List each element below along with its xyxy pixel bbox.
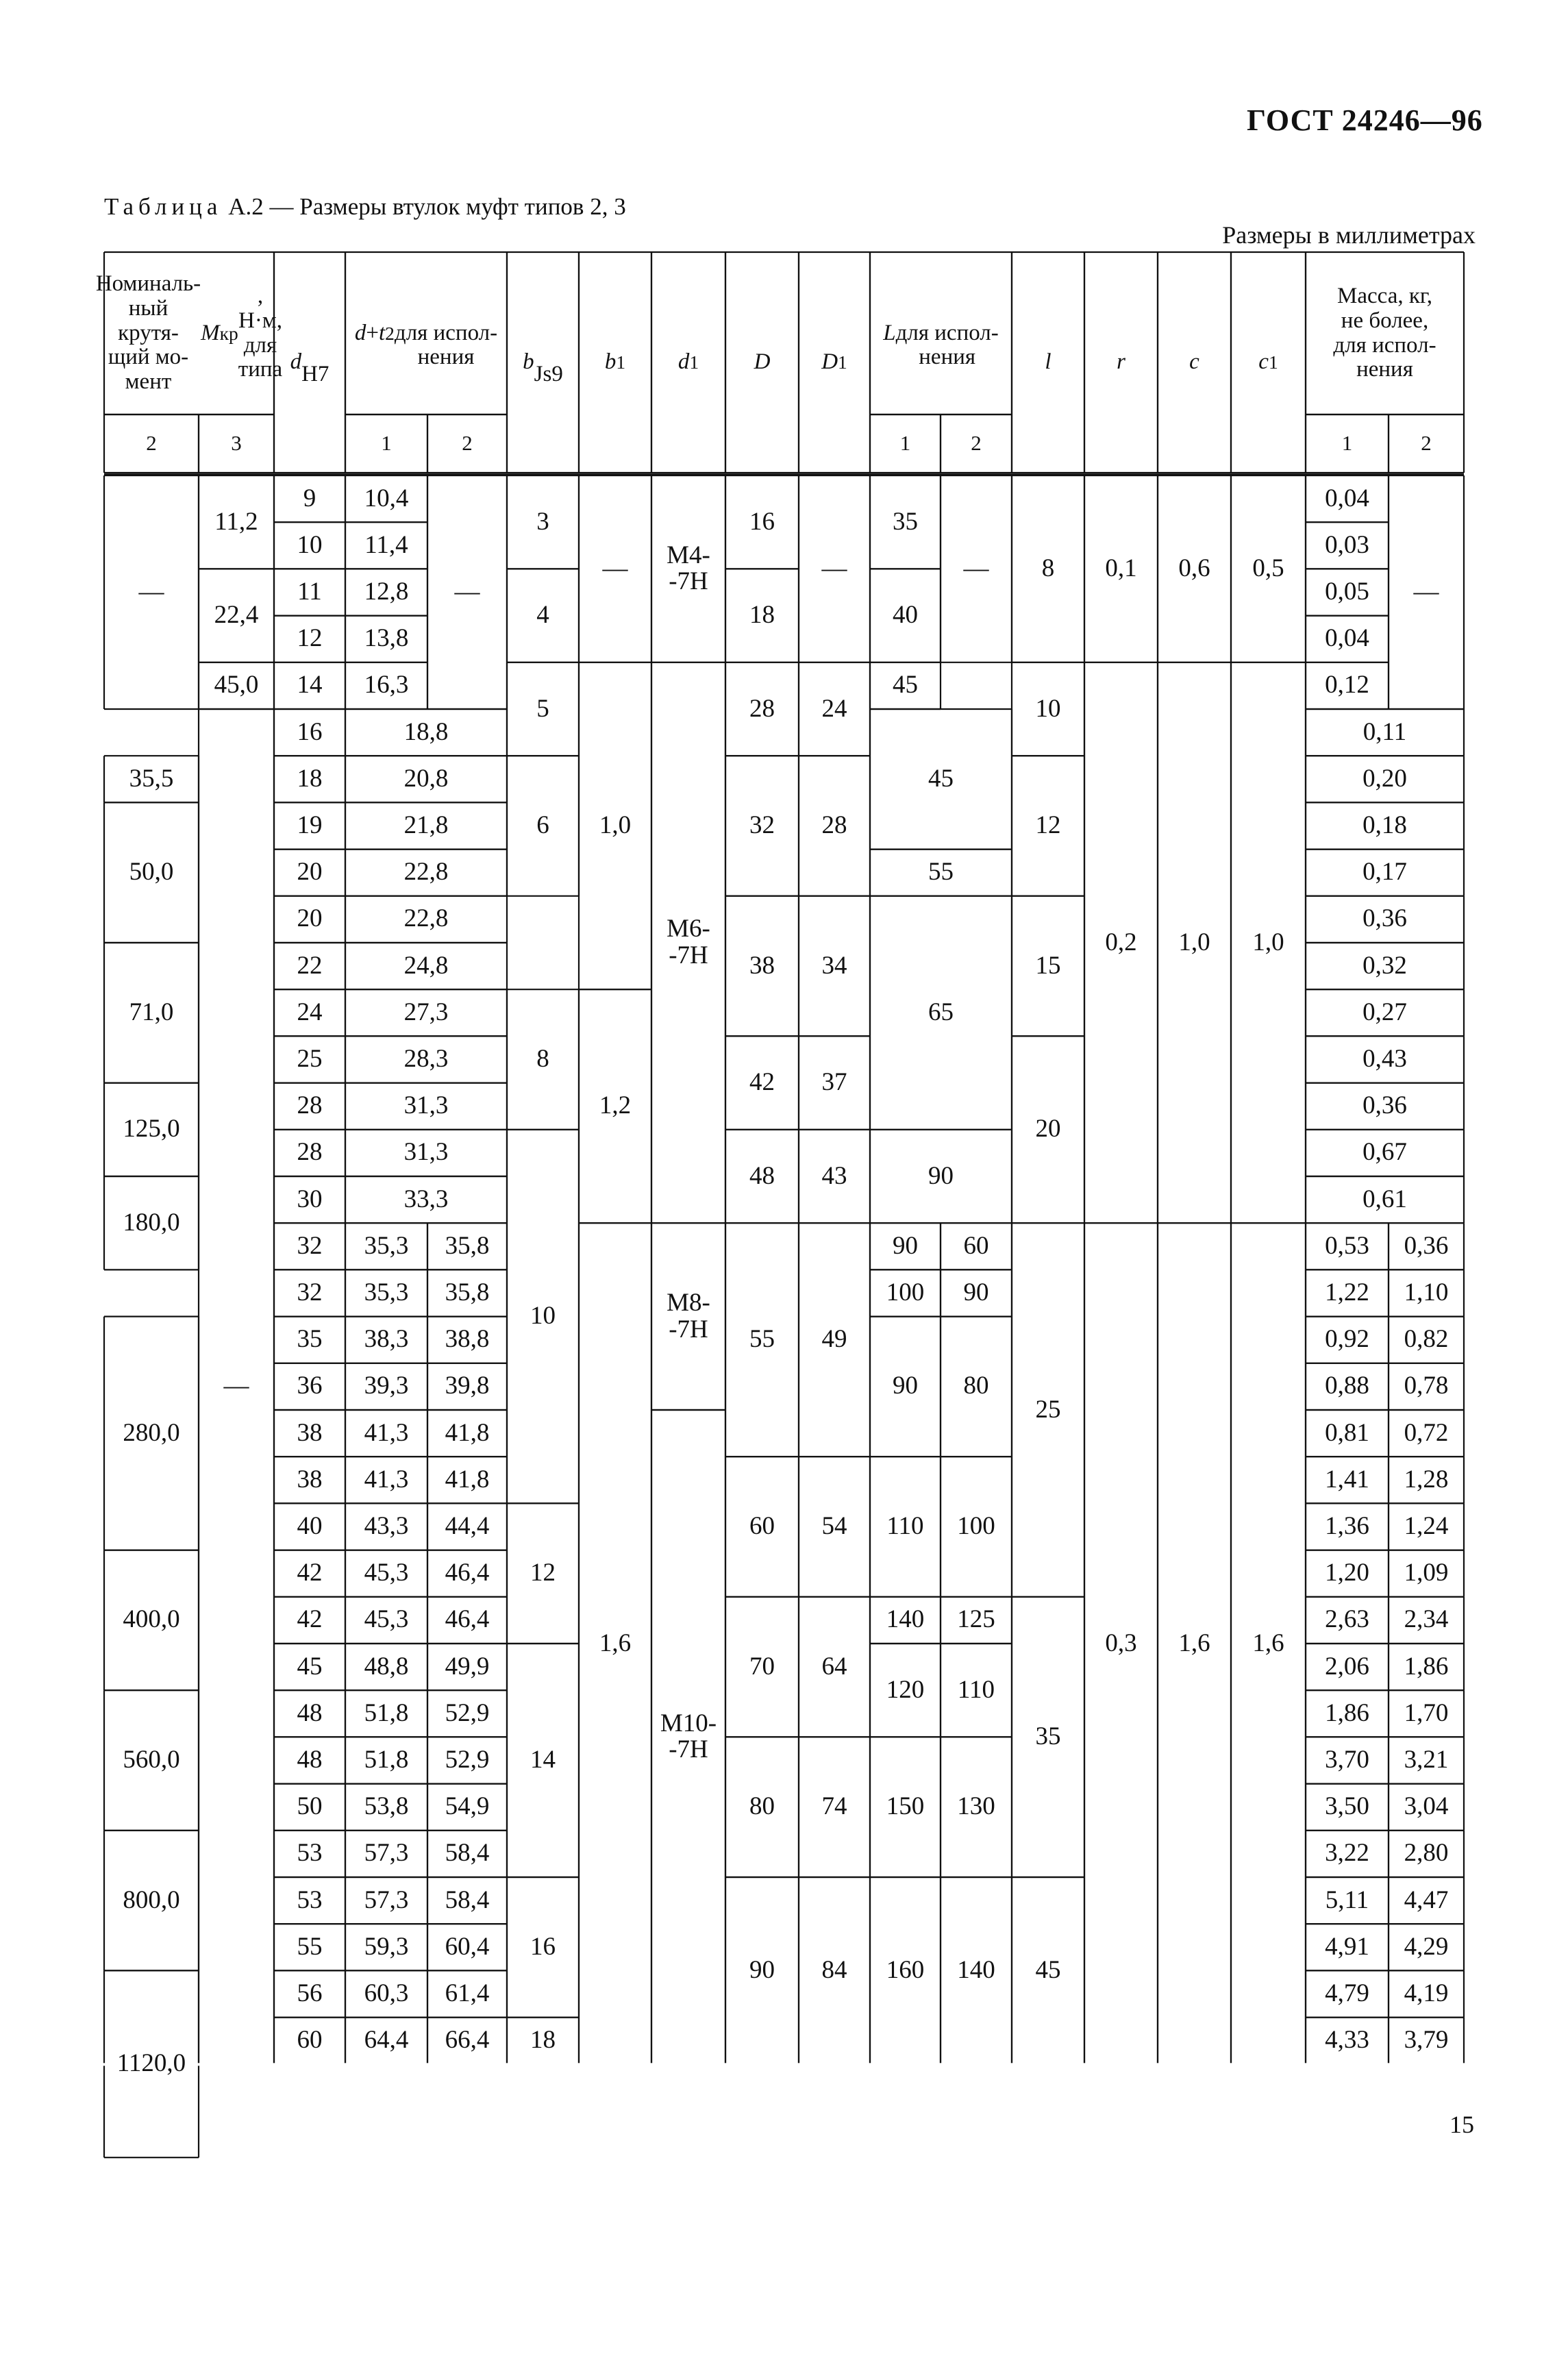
cell-d: 32 (297, 1278, 323, 1307)
cell-dt2: 46,4 (445, 1559, 490, 1587)
cell-mass: 0,27 (1362, 998, 1407, 1026)
cell-dt2: 41,8 (445, 1465, 490, 1494)
cell-d: 24 (297, 998, 323, 1026)
cell-dt2: 35,8 (445, 1231, 490, 1260)
cell-dt: 24,8 (403, 951, 449, 980)
header-b1: b 1 (604, 349, 626, 375)
units-note: Размеры в миллиметрах (1222, 221, 1476, 249)
cell-mass1: 2,06 (1325, 1652, 1369, 1681)
cell-mass: 0,11 (1362, 717, 1407, 746)
cell-dt2: 49,9 (445, 1652, 490, 1681)
cell-d: 22 (297, 951, 323, 980)
cell-d: 53 (297, 1839, 323, 1868)
cell-mass1: 4,33 (1325, 2026, 1369, 2055)
cell-d: 11 (297, 578, 322, 606)
cell-d: 55 (297, 1932, 323, 1961)
cell-d: 48 (297, 1698, 323, 1727)
cell-L: 55 (928, 858, 954, 887)
cell-l: 10 (1035, 694, 1061, 723)
cell-mass2: 3,21 (1404, 1746, 1449, 1774)
cell-dt1: 35,3 (364, 1231, 409, 1260)
cell-mass: 0,18 (1362, 811, 1407, 840)
cell-L1: 110 (886, 1512, 924, 1541)
torque-type2-value: 180,0 (123, 1208, 180, 1237)
cell-L1: 35 (893, 507, 918, 536)
cell-dt: 31,3 (403, 1138, 449, 1167)
cell-L2: 60 (963, 1231, 989, 1260)
cell-L2: 80 (963, 1372, 989, 1400)
cell-dt: 22,8 (403, 904, 449, 933)
cell-b: 8 (536, 1045, 549, 1074)
cell-D: 60 (749, 1512, 775, 1541)
cell-mass1: 0,88 (1325, 1372, 1369, 1400)
cell-c1: 0,5 (1252, 554, 1284, 582)
cell-mass2: 3,79 (1404, 2026, 1449, 2055)
cell-dt1: 45,3 (364, 1605, 409, 1634)
cell-dt: 28,3 (403, 1045, 449, 1074)
cell-D: 18 (749, 601, 775, 630)
header-L: L для испол- нения (883, 320, 999, 370)
cell-d: 42 (297, 1605, 323, 1634)
cell-mass2: 2,34 (1404, 1605, 1449, 1634)
cell-mass1: 0,92 (1325, 1325, 1369, 1354)
cell-mass1: 3,22 (1325, 1839, 1369, 1868)
cell-dt1: 64,4 (364, 2026, 409, 2055)
cell-mass2: 0,36 (1404, 1231, 1449, 1260)
cell-D: 42 (749, 1068, 775, 1097)
cell-L2: 125 (957, 1605, 995, 1634)
cell-dt1: 45,3 (364, 1559, 409, 1587)
cell-D: 28 (749, 694, 775, 723)
cell-dt2: 44,4 (445, 1512, 490, 1541)
cell-dt2: 58,4 (445, 1885, 490, 1914)
cell-L: 90 (928, 1161, 954, 1190)
cell-d: 30 (297, 1185, 323, 1213)
cell-dt: 33,3 (403, 1185, 449, 1213)
torque-type3-value: 22,4 (214, 601, 259, 630)
cell-L2: 90 (963, 1278, 989, 1307)
header-sub-dt2: 2 (462, 431, 473, 456)
cell-l: 20 (1035, 1115, 1061, 1143)
cell-d: 32 (297, 1231, 323, 1260)
header-c1: c 1 (1258, 349, 1278, 375)
torque-type2-value: 560,0 (123, 1746, 180, 1774)
cell-dt1: 43,3 (364, 1512, 409, 1541)
cell-mass2: 1,09 (1404, 1559, 1449, 1587)
cell-mass: 0,32 (1362, 951, 1407, 980)
cell-c1: 1,0 (1252, 928, 1284, 956)
cell-mass1: 1,22 (1325, 1278, 1369, 1307)
cell-D1: 64 (821, 1652, 847, 1681)
torque-type2-value: 50,0 (129, 858, 174, 887)
cell-b: 10 (530, 1302, 556, 1330)
cell-b: 5 (536, 694, 549, 723)
cell-mass1: 0,05 (1325, 578, 1369, 606)
cell-D: 80 (749, 1792, 775, 1821)
cell-L1: 45 (893, 671, 918, 699)
cell-L2: — (963, 554, 989, 582)
torque-type3-value: 11,2 (214, 507, 258, 536)
cell-d: 12 (297, 624, 323, 653)
torque-type2-value: 1120,0 (116, 2049, 186, 2078)
cell-mass: 0,43 (1362, 1045, 1407, 1074)
cell-L1: 150 (886, 1792, 925, 1821)
cell-dt1: 48,8 (364, 1652, 409, 1681)
cell-L1: 90 (893, 1231, 918, 1260)
cell-L2: 130 (957, 1792, 995, 1821)
page-number: 15 (1449, 2111, 1474, 2138)
cell-c1: 1,6 (1252, 1628, 1284, 1657)
cell-mass1: 0,04 (1325, 624, 1369, 653)
cell-mass1: 3,50 (1325, 1792, 1369, 1821)
cell-b: 6 (536, 811, 549, 840)
cell-mass1: 0,12 (1325, 671, 1369, 699)
cell-b1: 1,6 (599, 1628, 632, 1657)
cell-dt2: 61,4 (445, 1979, 490, 2008)
header-sub-type3: 3 (231, 431, 242, 456)
cell-r: 0,3 (1105, 1628, 1137, 1657)
cell-D: 90 (749, 1955, 775, 1984)
cell-r: 0,1 (1105, 554, 1137, 582)
cell-D1: 34 (821, 951, 847, 980)
cell-dt: 27,3 (403, 998, 449, 1026)
cell-L2: 140 (957, 1955, 995, 1984)
cell-mass2: 1,10 (1404, 1278, 1449, 1307)
cell-mass2: 0,78 (1404, 1372, 1449, 1400)
cell-dt2: 35,8 (445, 1278, 490, 1307)
cell-dt1: 35,3 (364, 1278, 409, 1307)
cell-mass1: 1,36 (1325, 1512, 1369, 1541)
cell-mass2-dash: — (1413, 578, 1439, 606)
cell-mass2: 0,72 (1404, 1418, 1449, 1447)
cell-L1: 140 (886, 1605, 925, 1634)
cell-c: 1,0 (1178, 928, 1210, 956)
cell-d: 9 (303, 484, 316, 512)
cell-d1: M4- -7H (667, 541, 710, 596)
cell-d: 20 (297, 904, 323, 933)
cell-mass1: 1,20 (1325, 1559, 1369, 1587)
cell-D: 16 (749, 507, 775, 536)
cell-mass2: 1,24 (1404, 1512, 1449, 1541)
header-sub-m2: 2 (1421, 431, 1432, 456)
cell-d: 40 (297, 1512, 323, 1541)
cell-L1: 160 (886, 1955, 925, 1984)
cell-D: 38 (749, 951, 775, 980)
header-sub-L1: 1 (899, 431, 911, 456)
cell-D: 48 (749, 1161, 775, 1190)
header-sub-m1: 1 (1341, 431, 1353, 456)
cell-mass2: 2,80 (1404, 1839, 1449, 1868)
header-l: l (1045, 349, 1051, 375)
cell-D: 55 (749, 1325, 775, 1354)
cell-mass2: 4,19 (1404, 1979, 1449, 2008)
torque-type2-value: 400,0 (123, 1605, 180, 1634)
header-b: b Js9 (523, 349, 563, 386)
cell-dt2: 58,4 (445, 1839, 490, 1868)
header-sub-type2: 2 (146, 431, 157, 456)
cell-d: 10 (297, 530, 323, 559)
header-sub-dt1: 1 (381, 431, 392, 456)
cell-D1: 24 (821, 694, 847, 723)
cell-dt1: 12,8 (364, 578, 409, 606)
cell-d: 18 (297, 764, 323, 793)
cell-d: 35 (297, 1325, 323, 1354)
cell-mass1: 0,04 (1325, 484, 1369, 512)
cell-dt1: 16,3 (364, 671, 409, 699)
cell-L1: 120 (886, 1675, 925, 1704)
cell-dt1: 51,8 (364, 1746, 409, 1774)
cell-d: 56 (297, 1979, 323, 2008)
cell-D1: 74 (821, 1792, 847, 1821)
cell-mass1: 3,70 (1325, 1746, 1369, 1774)
cell-mass: 0,61 (1362, 1185, 1407, 1213)
torque-type2-value: 280,0 (123, 1418, 180, 1447)
cell-dt1: 10,4 (364, 484, 409, 512)
cell-mass2: 1,86 (1404, 1652, 1449, 1681)
cell-mass1: 0,81 (1325, 1418, 1369, 1447)
cell-dt1: 59,3 (364, 1932, 409, 1961)
cell-D: 70 (749, 1652, 775, 1681)
cell-dt2: 41,8 (445, 1418, 490, 1447)
torque-type2-dash: — (138, 578, 164, 606)
cell-d: 48 (297, 1746, 323, 1774)
cell-D1: 37 (821, 1068, 847, 1097)
cell-l: 8 (1041, 554, 1055, 582)
cell-L1: 100 (886, 1278, 925, 1307)
cell-b: 4 (536, 601, 549, 630)
cell-D1: 43 (821, 1161, 847, 1190)
cell-D1: 84 (821, 1955, 847, 1984)
torque-type2-value: 125,0 (123, 1115, 180, 1143)
cell-mass2: 4,29 (1404, 1932, 1449, 1961)
header-r: r (1117, 349, 1125, 375)
cell-d: 50 (297, 1792, 323, 1821)
cell-mass2: 3,04 (1404, 1792, 1449, 1821)
cell-dt: 20,8 (403, 764, 449, 793)
cell-L: 65 (928, 998, 954, 1026)
cell-mass: 0,67 (1362, 1138, 1407, 1167)
cell-dt1: 38,3 (364, 1325, 409, 1354)
cell-mass: 0,17 (1362, 858, 1407, 887)
cell-dt2: 52,9 (445, 1698, 490, 1727)
cell-d: 53 (297, 1885, 323, 1914)
cell-dt1: 57,3 (364, 1839, 409, 1868)
cell-b: 16 (530, 1932, 556, 1961)
cell-r: 0,2 (1105, 928, 1137, 956)
cell-d: 19 (297, 811, 323, 840)
cell-L1: 90 (893, 1372, 918, 1400)
cell-D1: — (821, 554, 847, 582)
cell-mass1: 4,91 (1325, 1932, 1369, 1961)
cell-D1: 49 (821, 1325, 847, 1354)
cell-dt2: 54,9 (445, 1792, 490, 1821)
cell-d: 38 (297, 1418, 323, 1447)
cell-mass: 0,20 (1362, 764, 1407, 793)
cell-b: 3 (536, 507, 549, 536)
cell-d: 25 (297, 1045, 323, 1074)
cell-d: 14 (297, 671, 323, 699)
cell-dt2: 52,9 (445, 1746, 490, 1774)
cell-d1: M6- -7H (667, 915, 710, 969)
header-c: c (1189, 349, 1199, 375)
cell-b: 12 (530, 1559, 556, 1587)
header-torque: Номиналь- ный крутя- щий мо- мент M кр , Н·м, для типа (95, 271, 283, 394)
header-mass: Масса, кг, не более, для испол- нения (1333, 284, 1436, 382)
cell-dt1: 53,8 (364, 1792, 409, 1821)
header-d1: d 1 (677, 349, 699, 375)
cell-dt2: 39,8 (445, 1372, 490, 1400)
cell-d1: M10- -7H (660, 1709, 717, 1764)
cell-d: 36 (297, 1372, 323, 1400)
cell-D1: 54 (821, 1512, 847, 1541)
table-caption-text: А.2 — Размеры втулок муфт типов 2, 3 (228, 193, 626, 220)
cell-b: 18 (530, 2026, 556, 2055)
cell-dt1: 11,4 (364, 530, 408, 559)
table-caption-lead: Таблица (104, 193, 223, 220)
cell-dt2-dash: — (454, 578, 480, 606)
cell-dt1: 39,3 (364, 1372, 409, 1400)
cell-b1: 1,2 (599, 1091, 632, 1120)
cell-dt: 21,8 (403, 811, 449, 840)
cell-L2: 110 (957, 1675, 995, 1704)
cell-dt: 18,8 (403, 717, 449, 746)
cell-dt: 22,8 (403, 858, 449, 887)
cell-mass1: 2,63 (1325, 1605, 1369, 1634)
cell-c: 1,6 (1178, 1628, 1210, 1657)
cell-D1: 28 (821, 811, 847, 840)
cell-d: 42 (297, 1559, 323, 1587)
cell-L: 45 (928, 764, 954, 793)
cell-mass1: 0,03 (1325, 530, 1369, 559)
header-D: D (754, 349, 771, 375)
cell-mass2: 0,82 (1404, 1325, 1449, 1354)
cell-b: 14 (530, 1746, 556, 1774)
cell-mass1: 1,86 (1325, 1698, 1369, 1727)
cell-dt2: 66,4 (445, 2026, 490, 2055)
header-d: d H7 (290, 349, 329, 386)
torque-type2-value: 71,0 (129, 998, 174, 1026)
header-sub-L2: 2 (971, 431, 982, 456)
cell-L1: 40 (893, 601, 918, 630)
cell-mass: 0,36 (1362, 904, 1407, 933)
cell-dt1: 13,8 (364, 624, 409, 653)
cell-d1: M8- -7H (667, 1288, 710, 1343)
cell-mass: 0,36 (1362, 1091, 1407, 1120)
cell-l: 12 (1035, 811, 1061, 840)
cell-b1: 1,0 (599, 811, 632, 840)
cell-d: 28 (297, 1091, 323, 1120)
cell-l: 15 (1035, 951, 1061, 980)
torque-type3-value: 45,0 (214, 671, 259, 699)
cell-mass2: 1,70 (1404, 1698, 1449, 1727)
cell-dt1: 57,3 (364, 1885, 409, 1914)
torque-type2-value: 800,0 (123, 1885, 180, 1914)
cell-mass1: 1,41 (1325, 1465, 1369, 1494)
cell-d: 60 (297, 2026, 323, 2055)
cell-b1: — (602, 554, 628, 582)
cell-D: 32 (749, 811, 775, 840)
cell-mass1: 4,79 (1325, 1979, 1369, 2008)
cell-c: 0,6 (1178, 554, 1210, 582)
cell-dt1: 41,3 (364, 1465, 409, 1494)
cell-dt1: 51,8 (364, 1698, 409, 1727)
cell-d: 20 (297, 858, 323, 887)
cell-dt: 31,3 (403, 1091, 449, 1120)
cell-mass2: 1,28 (1404, 1465, 1449, 1494)
cell-dt1: 60,3 (364, 1979, 409, 2008)
cell-l: 45 (1035, 1955, 1061, 1984)
cell-mass1: 0,53 (1325, 1231, 1369, 1260)
cell-d: 45 (297, 1652, 323, 1681)
torque-type3-dash: — (223, 1372, 249, 1400)
cell-d: 16 (297, 717, 323, 746)
cell-l: 25 (1035, 1395, 1061, 1424)
cell-mass2: 4,47 (1404, 1885, 1449, 1914)
document-code: ГОСТ 24246—96 (1247, 103, 1483, 137)
cell-d: 28 (297, 1138, 323, 1167)
cell-dt1: 41,3 (364, 1418, 409, 1447)
cell-mass1: 5,11 (1325, 1885, 1369, 1914)
header-dt2: d + t 2 для испол- нения (354, 320, 498, 370)
cell-dt2: 46,4 (445, 1605, 490, 1634)
cell-dt2: 60,4 (445, 1932, 490, 1961)
header-D1: D 1 (821, 349, 847, 375)
torque-type2-value: 35,5 (129, 764, 174, 793)
cell-l: 35 (1035, 1722, 1061, 1750)
cell-dt2: 38,8 (445, 1325, 490, 1354)
cell-d: 38 (297, 1465, 323, 1494)
cell-L2: 100 (957, 1512, 995, 1541)
